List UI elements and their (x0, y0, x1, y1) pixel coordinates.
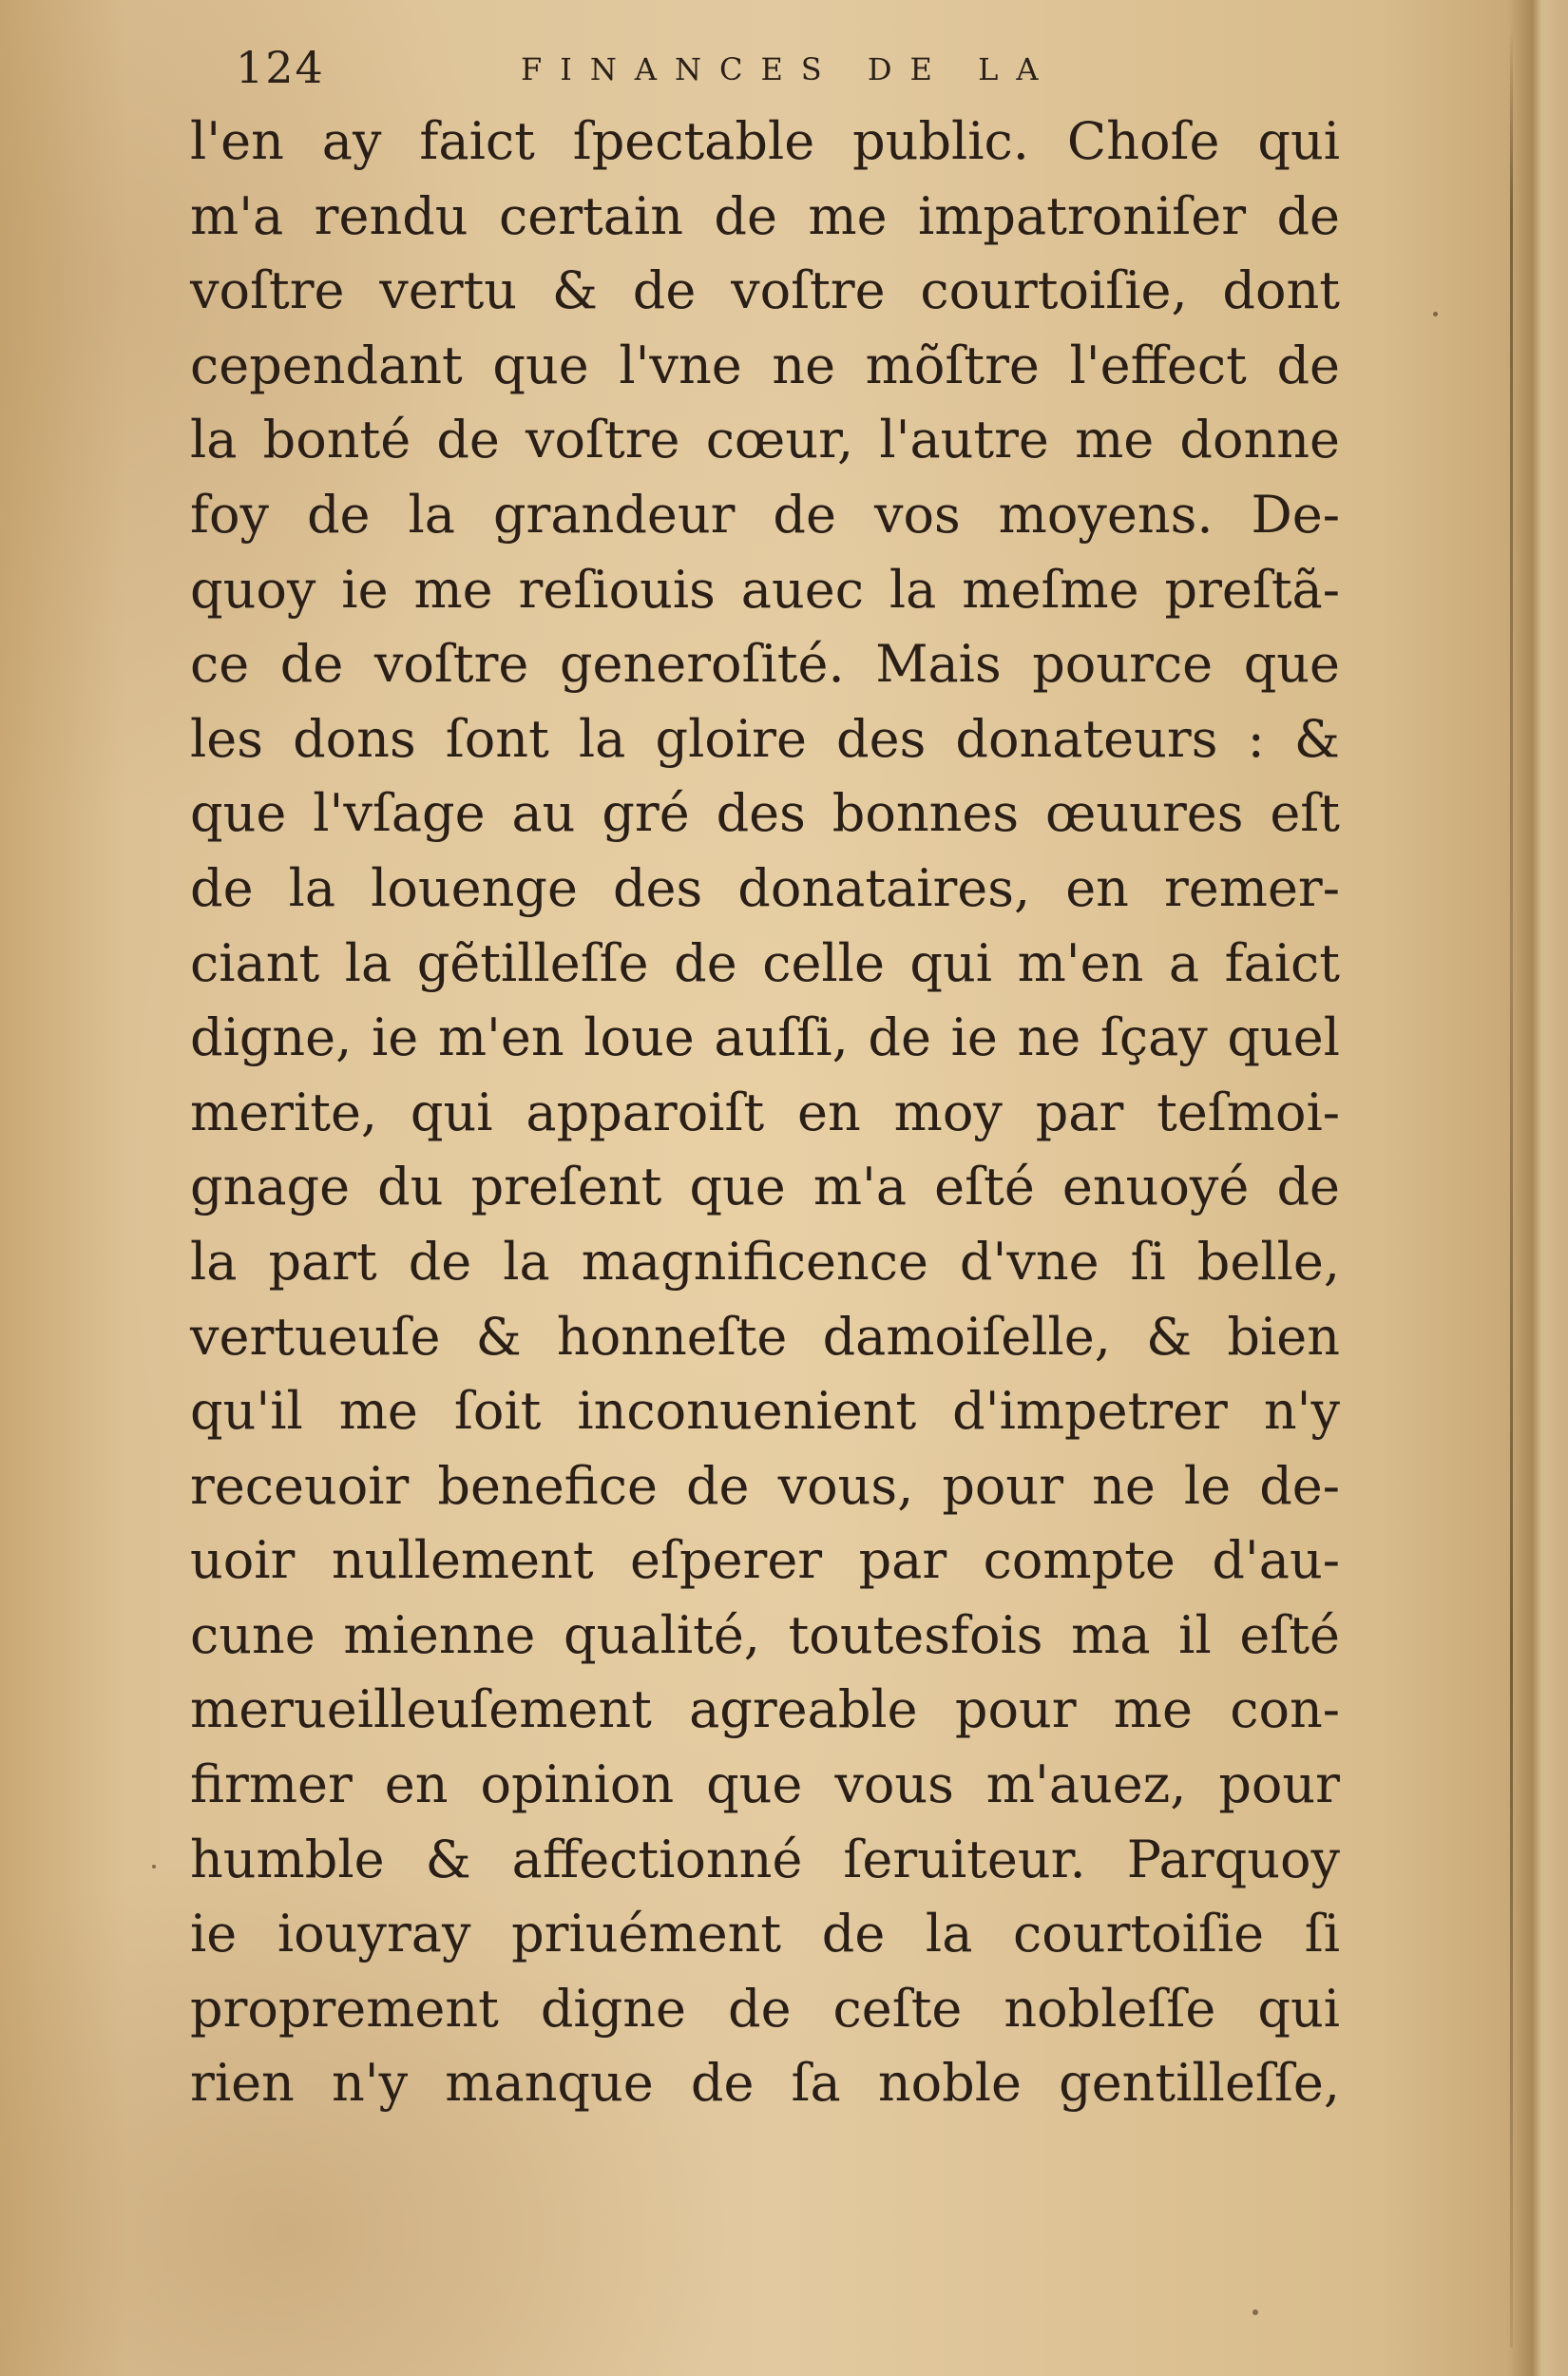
text-line: foy de la grandeur de vos moyens. De- (190, 484, 1340, 545)
page-header (236, 42, 1186, 108)
text-line: de la louenge des donataires, en remer- (190, 857, 1340, 918)
text-line: firmer en opinion que vous m'auez, pour (190, 1754, 1340, 1815)
text-line: merueilleuſement agreable pour me con- (190, 1679, 1340, 1740)
text-line: ce de voſtre generoſité. Mais pource que (190, 634, 1340, 695)
text-line: rien n'y manque de ſa noble gentilleſſe, (190, 2053, 1340, 2114)
text-line: les dons ſont la gloire des donateurs : & (190, 708, 1340, 769)
text-line: uoir nullement eſperer par compte d'au- (190, 1530, 1340, 1591)
text-line: cependant que l'vne ne mõſtre l'effect de (190, 335, 1340, 395)
page-edge (1510, 29, 1513, 2347)
text-line: digne, ie m'en loue auſſi, de ie ne ſçay quel (190, 1007, 1340, 1068)
running-head: FINANCES DE LA (521, 51, 1057, 87)
text-line: l'en ay faict ſpectable public. Choſe qui (190, 111, 1340, 171)
text-line: voſtre vertu & de voſtre courtoiſie, dont (190, 260, 1340, 321)
text-line: cune mienne qualité, toutesfois ma il eſté (190, 1604, 1340, 1665)
page-number: 124 (236, 42, 325, 93)
text-line: receuoir benefice de vous, pour ne le de- (190, 1455, 1340, 1516)
text-line: la part de la magnificence d'vne ſi belle, (190, 1231, 1340, 1292)
text-line: ie iouyray priuément de la courtoiſie ſi (190, 1904, 1340, 1964)
text-line: proprement digne de ceſte nobleſſe qui (190, 1978, 1340, 2039)
text-line: quoy ie me reſiouis auec la meſme preſtã- (190, 559, 1340, 620)
text-line: qu'il me ſoit inconuenient d'impetrer n'y (190, 1381, 1340, 1442)
text-line: humble & affectionné ſeruiteur. Parquoy (190, 1829, 1340, 1889)
ink-spot (152, 1865, 156, 1868)
body-text (190, 105, 1340, 2121)
page-gutter (1509, 0, 1568, 2376)
ink-spot (1433, 312, 1438, 316)
text-line: m'a rendu certain de me impatroniſer de (190, 185, 1340, 246)
text-line: ciant la gẽtilleſſe de celle qui m'en a faict (190, 932, 1340, 993)
text-line: vertueuſe & honneſte damoiſelle, & bien (190, 1306, 1340, 1367)
text-line: que l'vſage au gré des bonnes œuures eſt (190, 783, 1340, 844)
text-line: merite, qui apparoiſt en moy par teſmoi- (190, 1082, 1340, 1142)
text-line: la bonté de voſtre cœur, l'autre me donne (190, 410, 1340, 470)
text-line: gnage du preſent que m'a eſté enuoyé de (190, 1157, 1340, 1217)
ink-spot (1252, 2309, 1258, 2315)
